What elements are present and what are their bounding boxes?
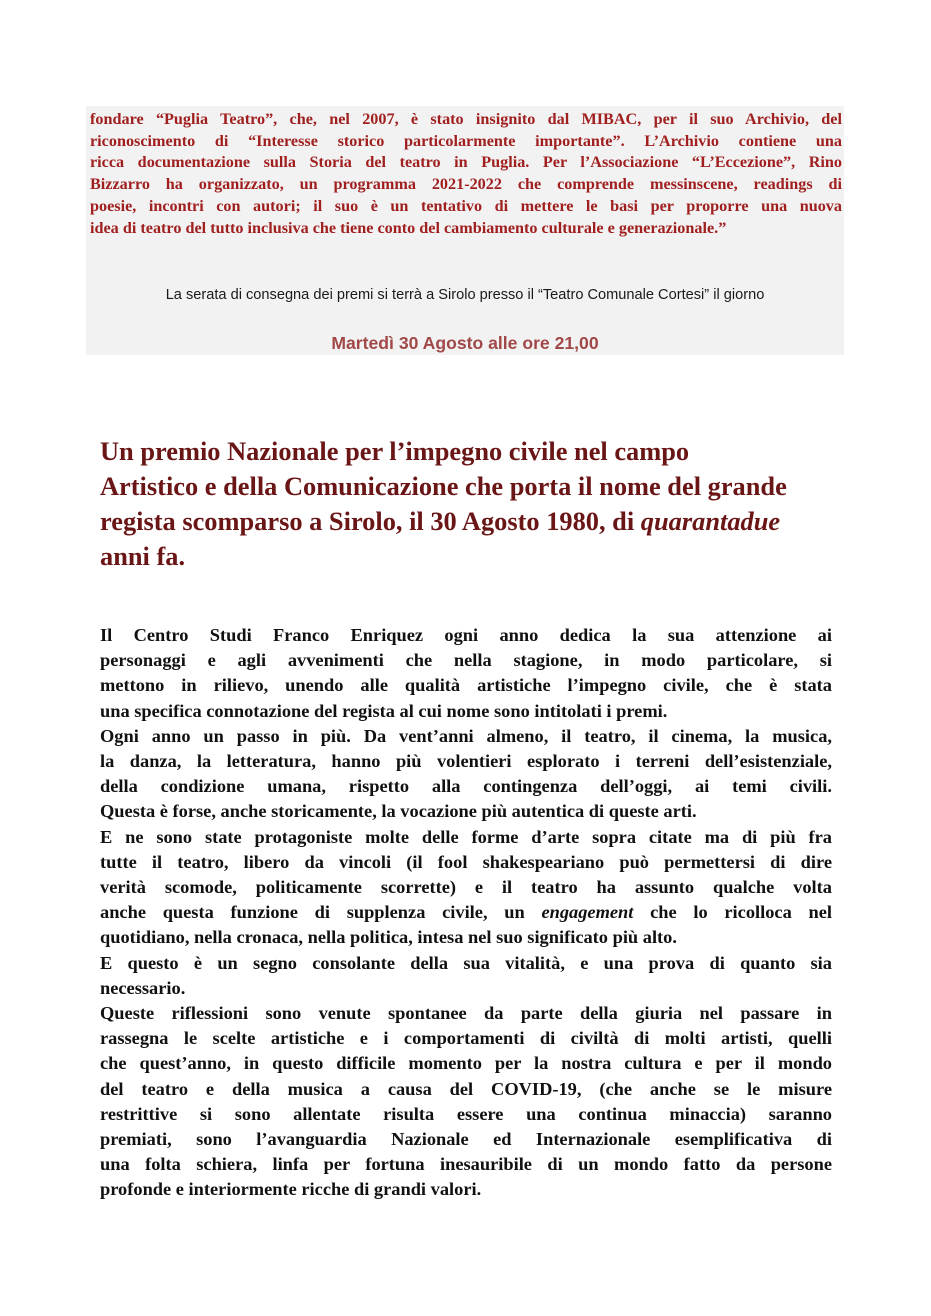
- body-line: E questo è un segno consolante della sua vitalità, e una prova di quanto sia: [100, 952, 832, 973]
- intro-text: [90, 109, 842, 131]
- headline-line: anni fa.: [100, 541, 186, 571]
- body-text: anche questa funzione di supplenza civile, un: [100, 902, 542, 923]
- body-line: quotidiano, nella cronaca, nella politica, intesa nel suo significato più alto.: [100, 927, 677, 948]
- intro-line-wrap: [90, 174, 842, 196]
- body-line: del teatro e della musica a causa del COVID-19, (che anche se le misure: [100, 1078, 832, 1099]
- body-line: verità scomode, politicamente scorrette) e il teatro ha assunto qualche volta: [100, 877, 832, 898]
- headline-line: [100, 504, 835, 539]
- headline-text: regista scomparso a Sirolo, il 30 Agosto 1980, di: [100, 506, 641, 536]
- headline-line: Artistico e della Comunicazione che porta il nome del grande: [100, 471, 787, 501]
- intro-line: ricca documentazione sulla Storia del teatro in Puglia. Per l’Associazione “L’Eccezione”, Rino: [90, 153, 842, 172]
- body-line: Questa è forse, anche storicamente, la vocazione più autentica di queste arti.: [100, 801, 697, 822]
- body-line: premiati, sono l’avanguardia Nazionale ed Internazionale esemplificativa di: [100, 1129, 832, 1150]
- intro-paragraph: [90, 109, 842, 239]
- body-line: della condizione umana, rispetto alla contingenza dell’oggi, ai temi civili.: [100, 776, 832, 797]
- body-line: la danza, la letteratura, hanno più volentieri esplorato i terreni dell’esistenziale,: [100, 751, 832, 772]
- intro-line-wrap: [90, 131, 842, 153]
- body-line: Ogni anno un passo in più. Da vent’anni almeno, il teatro, il cinema, la musica,: [100, 725, 832, 746]
- body-line: che quest’anno, in questo difficile momento per la nostra cultura e per il mondo: [100, 1053, 832, 1074]
- body-line: una specifica connotazione del regista al cui nome sono intitolati i premi.: [100, 700, 668, 721]
- event-date: Martedì 30 Agosto alle ore 21,00: [331, 333, 599, 353]
- body-line: necessario.: [100, 977, 186, 998]
- headline-line: Un premio Nazionale per l’impegno civile nel campo: [100, 436, 690, 466]
- body-line: personaggi e agli avvenimenti che nella stagione, in modo particolare, si: [100, 650, 832, 671]
- intro-line: Bizzarro ha organizzato, un programma 2021-2022 che comprende messinscene, readings di: [90, 175, 842, 194]
- body-line: E ne sono state protagoniste molte delle forme d’arte sopra citate ma di più fra: [100, 826, 832, 847]
- body-line: restrittive si sono allentate risulta essere una continua minaccia) saranno: [100, 1103, 832, 1124]
- body-line: mettono in rilievo, unendo alle qualità artistiche l’impegno civile, che è stata: [100, 675, 832, 696]
- intro-line: riconoscimento di “Interesse storico particolarmente importante”. L’Archivio contiene una: [90, 131, 842, 150]
- headline-emphasis: quarantadue: [640, 506, 781, 536]
- body-line: Il Centro Studi Franco Enriquez ogni anno dedica la sua attenzione ai: [100, 625, 832, 645]
- intro-line-wrap: [90, 218, 842, 240]
- intro-line: idea di teatro del tutto inclusiva che tiene conto del cambiamento culturale e generazionale.”: [90, 218, 727, 237]
- intro-line-wrap: [90, 152, 842, 174]
- intro-line: fondare “Puglia Teatro”, che, nel 2007, è stato insignito dal MIBAC, per il suo Archivio, del: [90, 110, 842, 128]
- body-line: una folta schiera, linfa per fortuna inesauribile di un mondo fatto da persone: [100, 1154, 832, 1175]
- headline: [100, 434, 835, 574]
- body-line: [100, 900, 832, 925]
- ceremony-note: La serata di consegna dei premi si terrà a Sirolo presso il “Teatro Comunale Cortesi” il giorno: [165, 287, 765, 303]
- body-line: rassegna le scelte artistiche e i comportamenti di civiltà di molti artisti, quelli: [100, 1028, 832, 1049]
- intro-line: poesie, incontri con autori; il suo è un tentativo di mettere le basi per proporre una nuova: [90, 196, 842, 215]
- body-line: Queste riflessioni sono venute spontanee da parte della giuria nel passare in: [100, 1003, 832, 1024]
- body-emphasis: engagement: [541, 902, 634, 923]
- body-line: profonde e interiormente ricche di grandi valori.: [100, 1179, 482, 1200]
- intro-line-wrap: [90, 196, 842, 218]
- body-paragraphs: [100, 623, 832, 1203]
- body-line: tutte il teatro, libero da vincoli (il fool shakespeariano può permettersi di dire: [100, 851, 832, 872]
- body-text: che lo ricolloca nel: [633, 902, 832, 923]
